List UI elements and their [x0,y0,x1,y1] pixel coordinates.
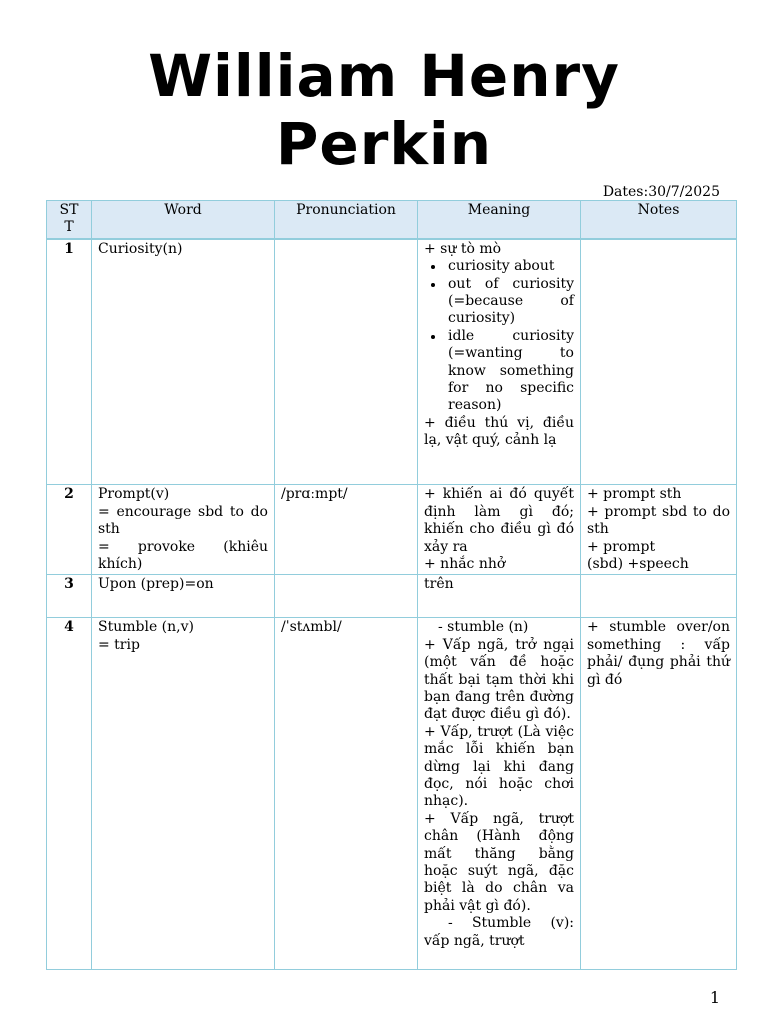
word-line: Upon (prep)=on [98,576,214,593]
word-line: Prompt(v) [98,486,170,503]
row-number: 1 [47,239,92,485]
word-line: = provoke (khiêu khích) [98,538,268,572]
meaning-line: + Vấp ngã, trở ngại (một vấn đề hoặc thất bại tạm thời khi bạn đang trên đường đạt được điều gì đó). [424,636,574,723]
pronunciation-cell [275,239,418,485]
meaning-bullet-item: idle curiosity (=wanting to know something for no specific reason) [424,328,574,415]
table-row [47,239,737,485]
notes-cell [581,575,737,618]
note-line: (sbd) +speech [587,555,689,572]
meaning-bullet-item: out of curiosity (=because of curiosity) [424,276,574,328]
header-stt: ST T [47,201,92,239]
table-row [47,485,737,575]
notes-cell [581,618,737,970]
word-line: = trip [98,636,140,653]
document-title [0,42,768,178]
meaning-line: + nhắc nhở [424,555,506,572]
dates-label: Dates:30/7/2025 [602,184,720,200]
word-cell [92,618,275,970]
meaning-cell [418,485,581,575]
meaning-bullet-item: curiosity about [424,258,574,275]
note-line: + stumble over/on something : vấp phải/ đụng phải thứ gì đó [587,619,730,688]
meaning-line: + sự tò mò [424,240,502,257]
vocabulary-table [46,200,737,970]
header-meaning: Meaning [418,201,581,239]
word-cell [92,575,275,618]
meaning-line: + điều thú vị, điều lạ, vật quý, cảnh lạ [424,414,574,449]
note-line: + prompt sth [587,486,682,503]
row-number: 3 [47,575,92,618]
meaning-cell [418,239,581,485]
notes-cell [581,485,737,575]
word-cell [92,485,275,575]
meaning-line: + khiến ai đó quyết định làm gì đó; khiến cho điều gì đó xảy ra [424,486,574,555]
header-notes: Notes [581,201,737,239]
table-header-row [47,201,737,239]
meaning-line: - stumble (n) [438,619,529,636]
meaning-line: - Stumble (v): vấp ngã, trượt [424,915,574,949]
title-line-1: William Henry [148,42,620,110]
pronunciation-cell: /ˈstʌmbl/ [275,618,418,970]
row-number: 4 [47,618,92,970]
row-number: 2 [47,485,92,575]
meaning-line: trên [424,576,454,593]
table-row [47,575,737,618]
meaning-line: + Vấp ngã, trượt chân (Hành động mất thăng bằng hoặc suýt ngã, đặc biệt là do chân va phải vật gì đó). [424,810,574,914]
pronunciation-cell [275,575,418,618]
table-row [47,618,737,970]
pronunciation-cell: /prɑːmpt/ [275,485,418,575]
word-line: Curiosity(n) [98,240,183,257]
meaning-line: + Vấp, trượt (Là việc mắc lỗi khiến bạn dừng lại khi đang đọc, nói hoặc chơi nhạc). [424,723,574,810]
word-line: = encourage sbd to do sth [98,503,268,538]
header-word: Word [92,201,275,239]
title-line-2: Perkin [275,110,493,178]
note-line: + prompt [587,538,656,555]
page-number: 1 [709,988,720,1007]
word-cell [92,239,275,485]
meaning-cell [418,618,581,970]
meaning-cell [418,575,581,618]
notes-cell [581,239,737,485]
note-line: + prompt sbd to do sth [587,503,730,538]
word-line: Stumble (n,v) [98,619,194,636]
header-pronunciation: Pronunciation [275,201,418,239]
